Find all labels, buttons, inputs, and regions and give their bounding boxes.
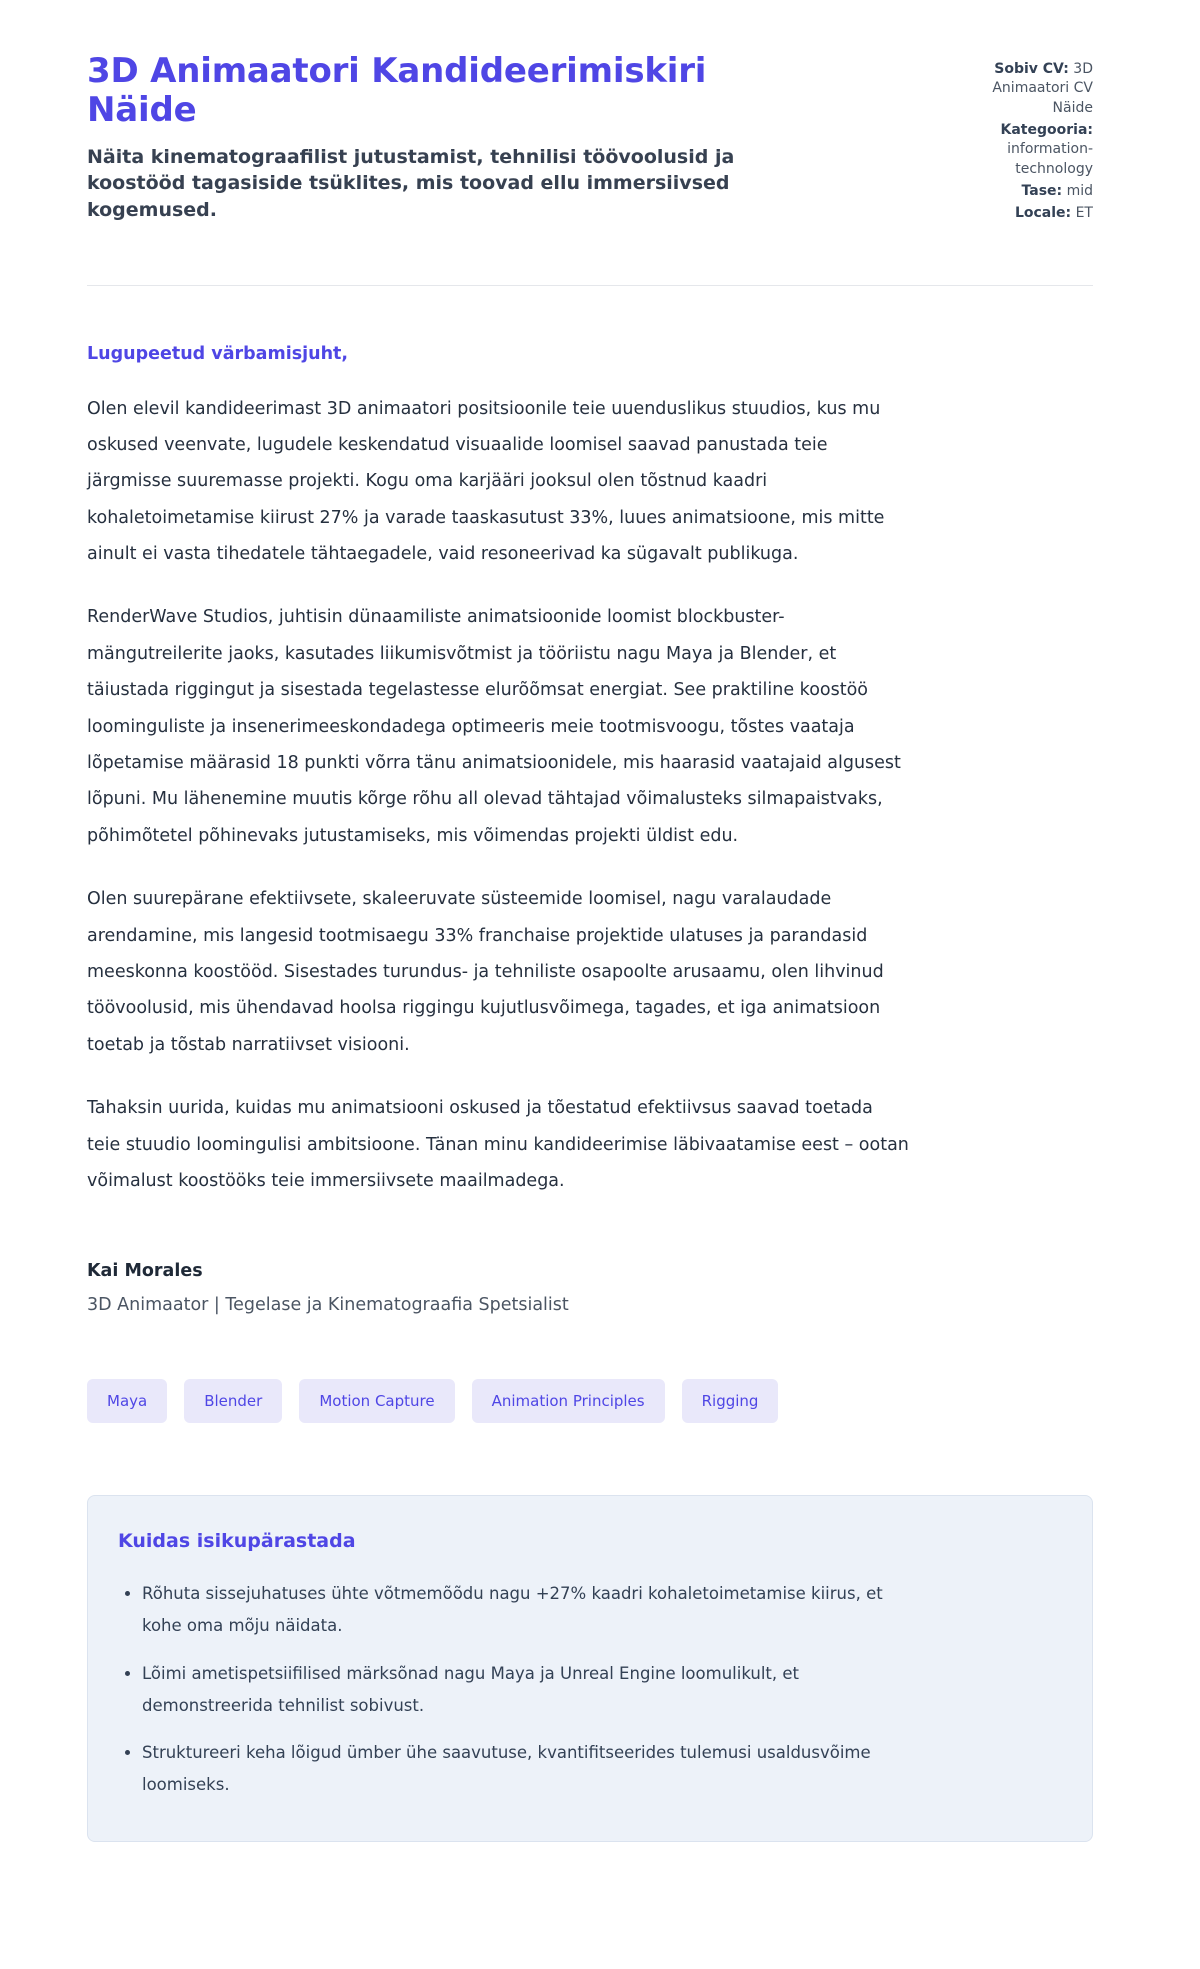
meta-locale-value: ET — [1071, 205, 1093, 222]
letter-paragraph: RenderWave Studios, juhtisin dünaamiliste animatsioonide loomist blockbuster-mängutreilerite jaoks, kasutades liikumisvõtmist ja tööriistu nagu Maya ja Blender, et täiustada riggingut ja sisestada tegelastesse elurõõmsat energiat. See praktiline koostöö loominguliste ja insenerimeeskondadega optimeeris meie tootmisvoogu, tõstes vaataja lõpetamise määrasid 18 punkti võrra tänu animatsioonidele, mis haarasid vaatajaid algusest lõpuni. Mu lähenemine muutis kõrge rõhu all olevad tähtajad võimalusteks silmapaistvaks, põhimõtetel põhinevaks jutustamiseks, mis võimendas projekti üldist edu. — [87, 607, 901, 846]
page-container — [87, 0, 1093, 1842]
meta-level-value: mid — [1062, 182, 1093, 199]
skill-tag: Rigging — [682, 1379, 779, 1423]
skill-tag: Blender — [184, 1379, 282, 1423]
meta-matching-cv — [965, 60, 1093, 118]
tip-item: • Rõhuta sissejuhatuses ühte võtmemõõdu nagu +27% kaadri kohaletoimetamise kiirus, et kohe oma mõju näidata. — [142, 1578, 908, 1642]
skill-tag-list — [87, 1379, 1093, 1423]
signature-role: 3D Animaator | Tegelase ja Kinematograafia Spetsialist — [87, 1295, 569, 1316]
tip-item: • Struktureeri keha lõigud ümber ühe saavutuse, kvantifitseerides tulemusi usaldusvõime loomiseks. — [142, 1737, 908, 1801]
page-subtitle: Näita kinematograafilist jutustamist, tehnilisi töövoolusid ja koostööd tagasiside tsüklites, mis toovad ellu immersiivsed kogemused. — [87, 146, 735, 221]
meta-level — [965, 182, 1093, 201]
meta-category-value: information-technology — [1007, 141, 1093, 177]
skill-tag: Motion Capture — [299, 1379, 454, 1423]
signature-name: Kai Morales — [87, 1261, 203, 1282]
meta-category-label: Kategooria: — [1000, 121, 1093, 138]
meta-matching-cv-value: 3D Animaatori CV Näide — [992, 61, 1093, 116]
page-title: 3D Animaatori Kandideerimiskiri Näide — [87, 51, 707, 131]
meta-matching-cv-label: Sobiv CV: — [994, 61, 1069, 77]
meta-locale-label: Locale: — [1014, 205, 1072, 222]
letter-paragraph: Tahaksin uurida, kuidas mu animatsiooni oskused ja tõestatud efektiivsus saavad toetada teie stuudio loomingulisi ambitsioone. Tänan minu kandideerimise läbivaatamise eest – ootan võimalust koostööks teie immersiivsete maailmadega. — [87, 1098, 909, 1191]
meta-level-label: Tase: — [1021, 182, 1063, 199]
meta-locale — [965, 204, 1093, 223]
letter-paragraph: Olen suurepärane efektiivsete, skaleeruvate süsteemide loomisel, nagu varalaudade arendamine, mis langesid tootmisaegu 33% franchaise projektide ulatuses ja parandasid meeskonna koostööd. Sisestades turundus- ja tehniliste osapoolte arusaamu, olen lihvinud töövoolusid, mis ühendavad hoolsa riggingu kujutlusvõimega, tagades, et iga animatsioon toetab ja tõstab narratiivset visiooni. — [87, 889, 884, 1055]
tips-list — [118, 1578, 908, 1801]
letter-salutation: Lugupeetud värbamisjuht, — [87, 343, 349, 364]
page-header — [87, 52, 1093, 227]
meta-category — [965, 121, 1093, 179]
skill-tag: Animation Principles — [472, 1379, 665, 1423]
skill-tag: Maya — [87, 1379, 167, 1423]
signature-block — [87, 1261, 1093, 1315]
letter-paragraph: Olen elevil kandideerimast 3D animaatori positsioonile teie uuenduslikus stuudios, kus mu oskused veenvate, lugudele keskendatud visuaalide loomisel saavad panustada teie järgmisse suuremasse projekti. Kogu oma karjääri jooksul olen tõstnud kaadri kohaletoimetamise kiirust 27% ja varade taaskasutust 33%, luues animatsioone, mis mitte ainult ei vasta tihedatele tähtaegadele, vaid resoneerivad ka sügavalt publikuga. — [87, 398, 885, 565]
personalization-tips-box — [87, 1495, 1093, 1842]
tip-item: • Lõimi ametispetsiifilised märksõnad nagu Maya ja Unreal Engine loomulikult, et demonstreerida tehnilist sobivust. — [142, 1658, 908, 1722]
header-meta — [965, 52, 1093, 227]
header-divider — [87, 285, 1093, 286]
header-title-block — [87, 52, 787, 223]
cover-letter-body — [87, 344, 909, 1200]
tips-title: Kuidas isikupärastada — [118, 1530, 356, 1553]
